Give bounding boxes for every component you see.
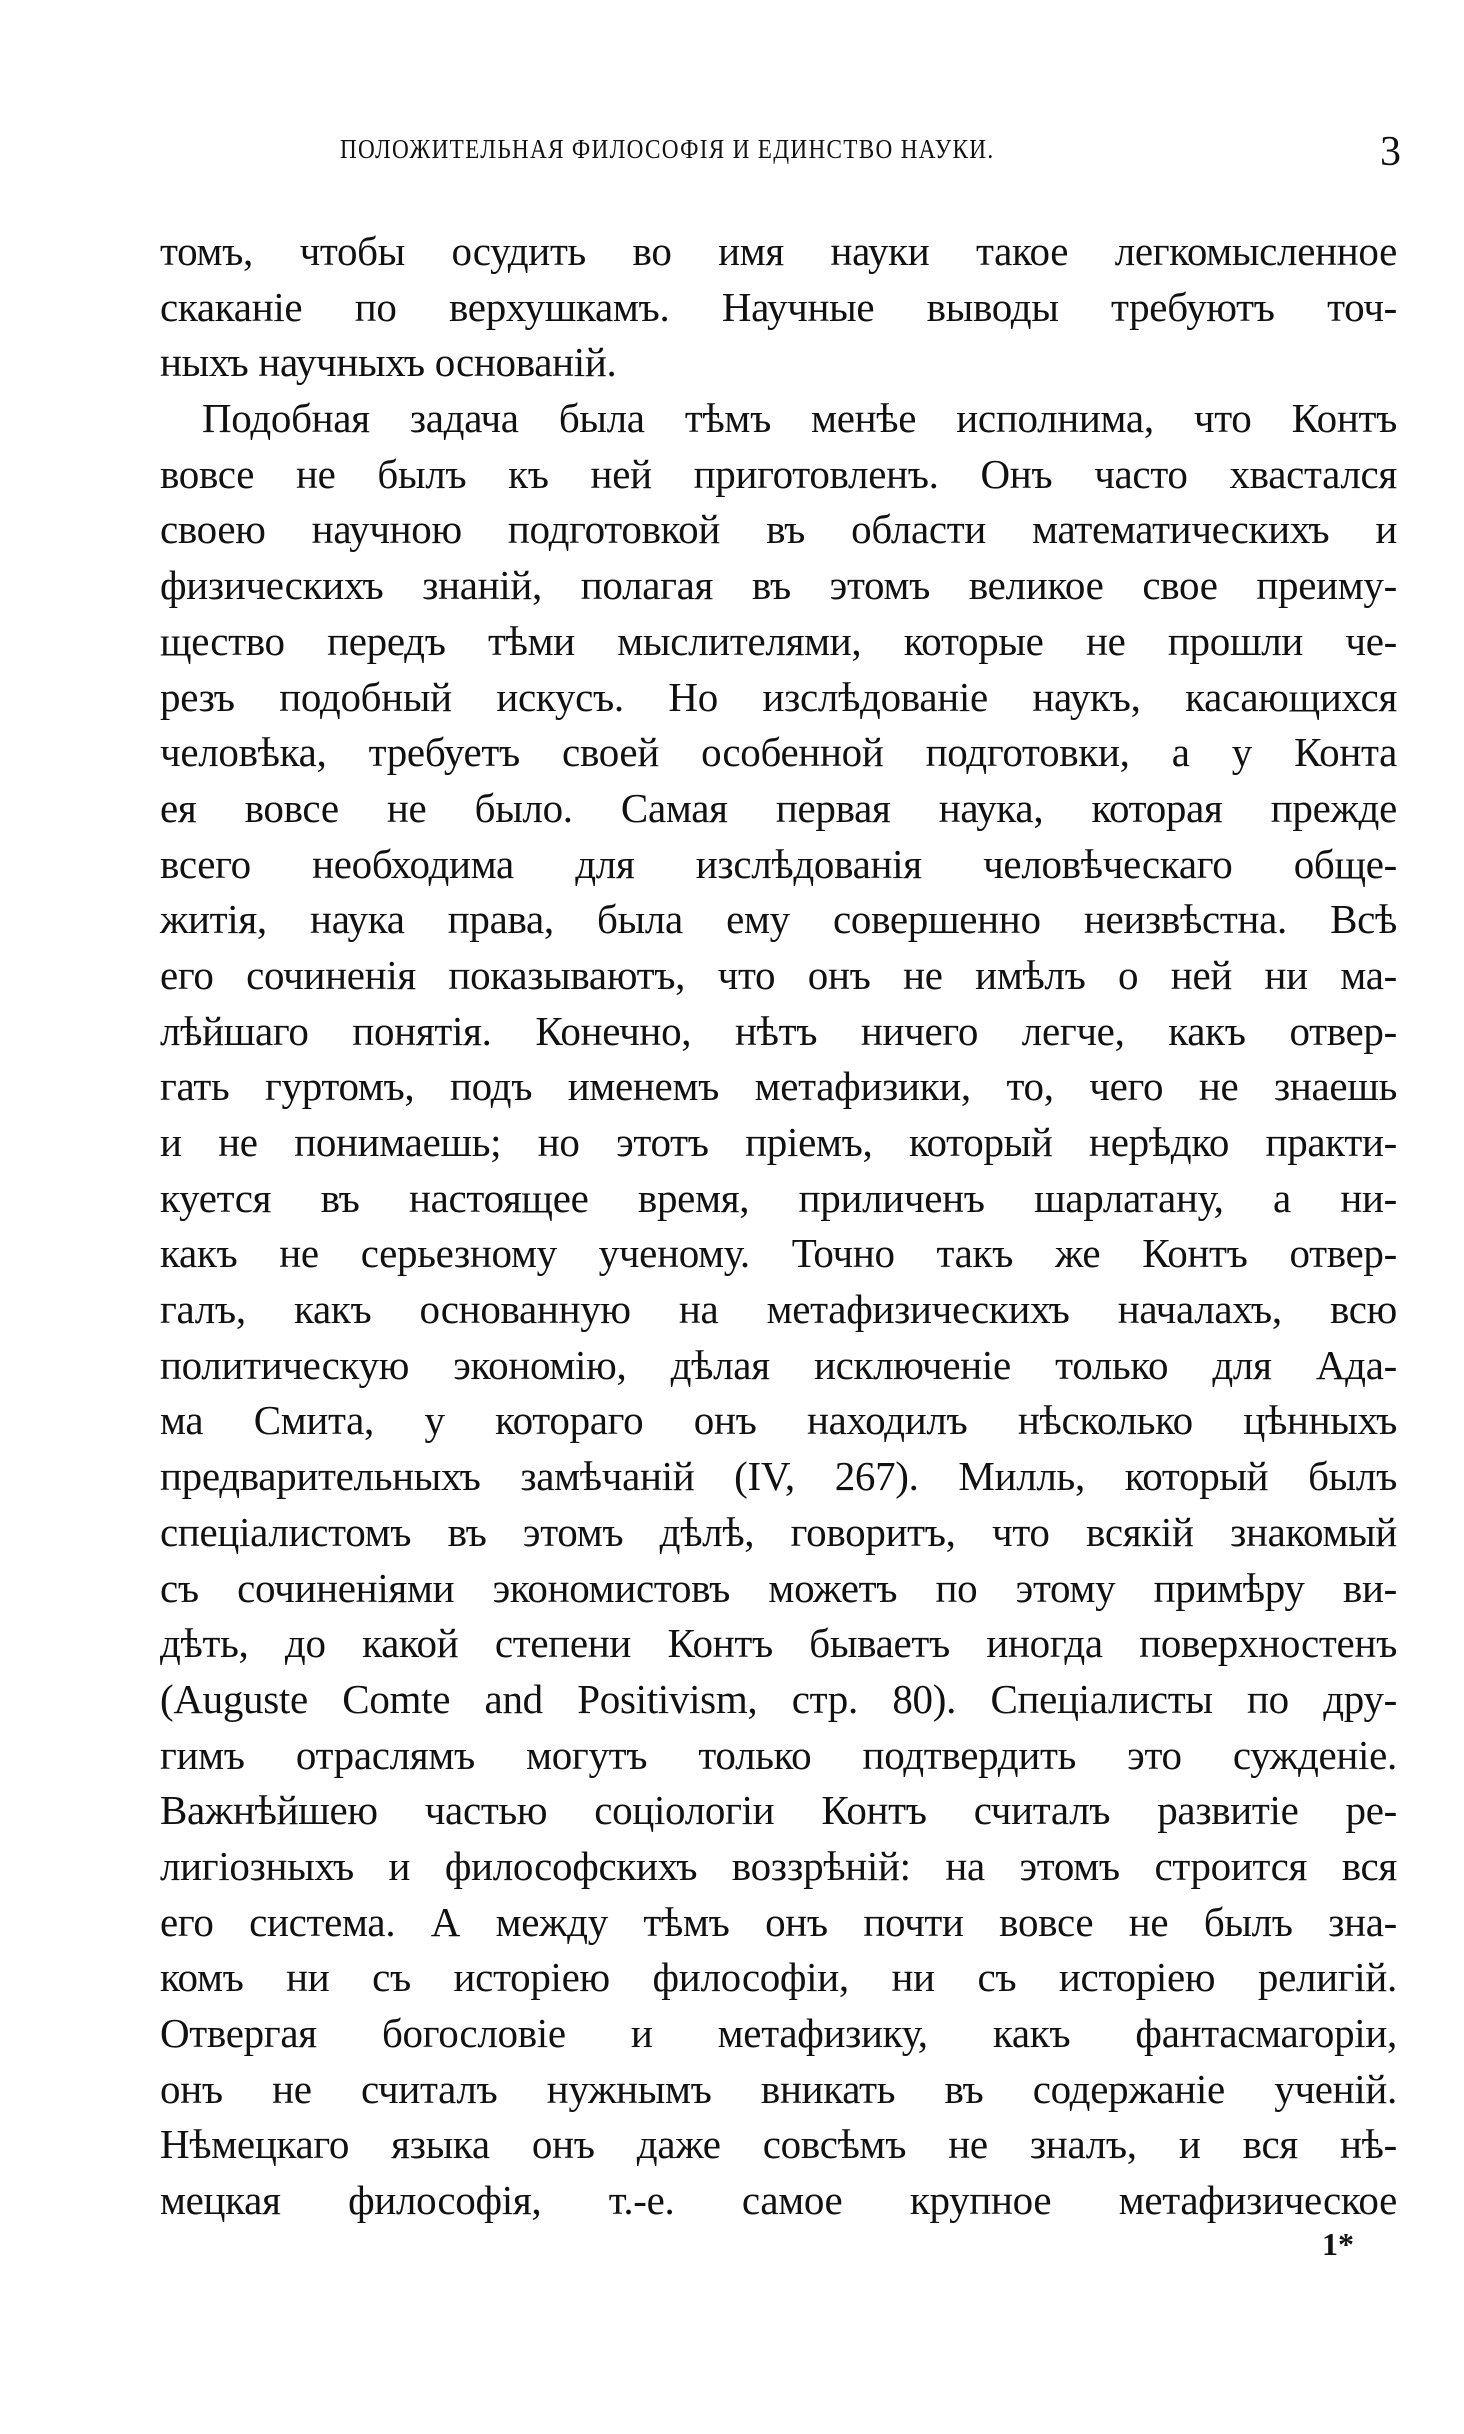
text-line: [160, 1505, 1397, 1561]
text-line: [160, 1561, 1397, 1617]
text-line: [160, 1282, 1397, 1338]
text-line-content: его система. А между тѣмъ онъ почти вовсе не былъ зна-: [160, 1898, 1397, 1945]
text-line-content: своею научною подготовкой въ области математическихъ и: [160, 506, 1397, 553]
text-line-content: скаканіе по верхушкамъ. Научные выводы требуютъ точ-: [160, 283, 1397, 330]
text-line-content: его сочиненія показываютъ, что онъ не имѣлъ о ней ни ма-: [160, 951, 1397, 998]
text-line: [160, 558, 1397, 614]
text-line: [160, 391, 1397, 447]
text-line-content: (Auguste Comte and Positivism, стр. 80). Спеціалисты по дру-: [160, 1675, 1397, 1722]
text-line-content: вовсе не былъ къ ней приготовленъ. Онъ часто хвастался: [160, 450, 1397, 497]
text-line: [160, 837, 1397, 893]
text-line: [160, 1672, 1397, 1728]
text-line: [160, 2006, 1397, 2062]
text-line-content: Отвергая богословіе и метафизику, какъ фантасмагоріи,: [160, 2010, 1397, 2056]
text-line: [160, 2117, 1397, 2173]
text-line-content: комъ ни съ исторіею философіи, ни съ исторіею религій.: [160, 1954, 1397, 2001]
text-line: [160, 1059, 1397, 1115]
text-line-content: куется въ настоящее время, приличенъ шарлатану, а ни-: [160, 1174, 1397, 1221]
text-line: [160, 948, 1397, 1004]
text-line-content: политическую экономію, дѣлая исключеніе только для Ада-: [160, 1341, 1397, 1388]
signature-mark: 1*: [1322, 2226, 1354, 2262]
text-line-content: предварительныхъ замѣчаній (IV, 267). Милль, который былъ: [160, 1453, 1397, 1500]
text-line: [160, 447, 1397, 503]
text-line-content: спеціалистомъ въ этомъ дѣлѣ, говоритъ, что всякій знакомый: [160, 1508, 1397, 1555]
text-line-content: всего необходима для изслѣдованія человѣческаго обще-: [160, 840, 1397, 887]
text-line-content: съ сочиненіями экономистовъ можетъ по этому примѣру ви-: [160, 1564, 1397, 1611]
page-header: [340, 129, 1401, 178]
text-line-content: гимъ отраслямъ могутъ только подтвердить это сужденіе.: [160, 1731, 1397, 1778]
text-line: [160, 224, 1397, 280]
text-line: [160, 1449, 1397, 1505]
page-body: [160, 224, 1397, 2229]
text-line: [160, 1728, 1397, 1784]
text-line-content: житія, наука права, была ему совершенно неизвѣстна. Всѣ: [160, 896, 1397, 943]
text-line: [160, 1616, 1397, 1672]
text-line: [160, 670, 1397, 726]
text-line-content: резъ подобный искусъ. Но изслѣдованіе наукъ, касающихся: [160, 673, 1397, 720]
text-line: [160, 2062, 1397, 2118]
text-line: [160, 614, 1397, 670]
text-line: [160, 2173, 1397, 2229]
text-line: [160, 335, 1397, 391]
text-line: [160, 502, 1397, 558]
text-line-content: дѣть, до какой степени Контъ бываетъ иногда поверхностенъ: [160, 1620, 1397, 1667]
text-line-content: гать гуртомъ, подъ именемъ метафизики, то, чего не знаешь: [160, 1063, 1397, 1110]
text-line-content: какъ не серьезному ученому. Точно такъ же Контъ отвер-: [160, 1230, 1397, 1277]
page-number: 3: [1380, 129, 1401, 175]
text-line-content: Важнѣйшею частью соціологіи Контъ считалъ развитіе ре-: [160, 1787, 1397, 1834]
text-line-content: онъ не считалъ нужнымъ вникать въ содержаніе ученій.: [160, 2065, 1397, 2112]
text-line: [160, 1004, 1397, 1060]
text-line: [160, 1839, 1397, 1895]
text-line-content: щество передъ тѣми мыслителями, которые не прошли че-: [160, 617, 1397, 664]
text-line: [160, 1783, 1397, 1839]
text-line-content: и не понимаешь; но этотъ пріемъ, который нерѣдко практи-: [160, 1119, 1397, 1165]
text-line-content: ныхъ научныхъ основаній.: [160, 339, 617, 386]
text-line: [160, 892, 1397, 948]
text-line: [160, 1226, 1397, 1282]
text-line-content: ма Смита, у котораго онъ находилъ нѣсколько цѣнныхъ: [160, 1397, 1397, 1444]
text-line-content: Подобная задача была тѣмъ менѣе исполнима, что Контъ: [202, 395, 1397, 442]
text-line: [160, 280, 1397, 336]
text-line-content: лѣйшаго понятія. Конечно, нѣтъ ничего легче, какъ отвер-: [160, 1007, 1397, 1054]
text-line-content: томъ, чтобы осудить во имя науки такое легкомысленное: [160, 228, 1397, 274]
running-title: ПОЛОЖИТЕЛЬНАЯ ФИЛОСОФІЯ И ЕДИНСТВО НАУКИ.: [340, 134, 995, 164]
text-line-content: физическихъ знаній, полагая въ этомъ великое свое преиму-: [160, 562, 1397, 609]
text-line: [160, 1115, 1397, 1171]
text-line: [160, 725, 1397, 781]
text-line-content: человѣка, требуетъ своей особенной подготовки, а у Конта: [160, 729, 1397, 776]
text-line-content: Нѣмецкаго языка онъ даже совсѣмъ не зналъ, и вся нѣ-: [160, 2121, 1397, 2168]
text-line-content: галъ, какъ основанную на метафизическихъ началахъ, всю: [160, 1286, 1397, 1333]
text-line: [160, 1171, 1397, 1227]
text-line-content: лигіозныхъ и философскихъ воззрѣній: на этомъ строится вся: [160, 1842, 1397, 1889]
text-line: [160, 1950, 1397, 2006]
text-line-content: мецкая философія, т.-е. самое крупное метафизическое: [160, 2177, 1397, 2224]
text-line: [160, 781, 1397, 837]
text-line: [160, 1895, 1397, 1951]
text-line: [160, 1338, 1397, 1394]
text-line-content: ея вовсе не было. Самая первая наука, которая прежде: [160, 784, 1397, 831]
text-line: [160, 1393, 1397, 1449]
